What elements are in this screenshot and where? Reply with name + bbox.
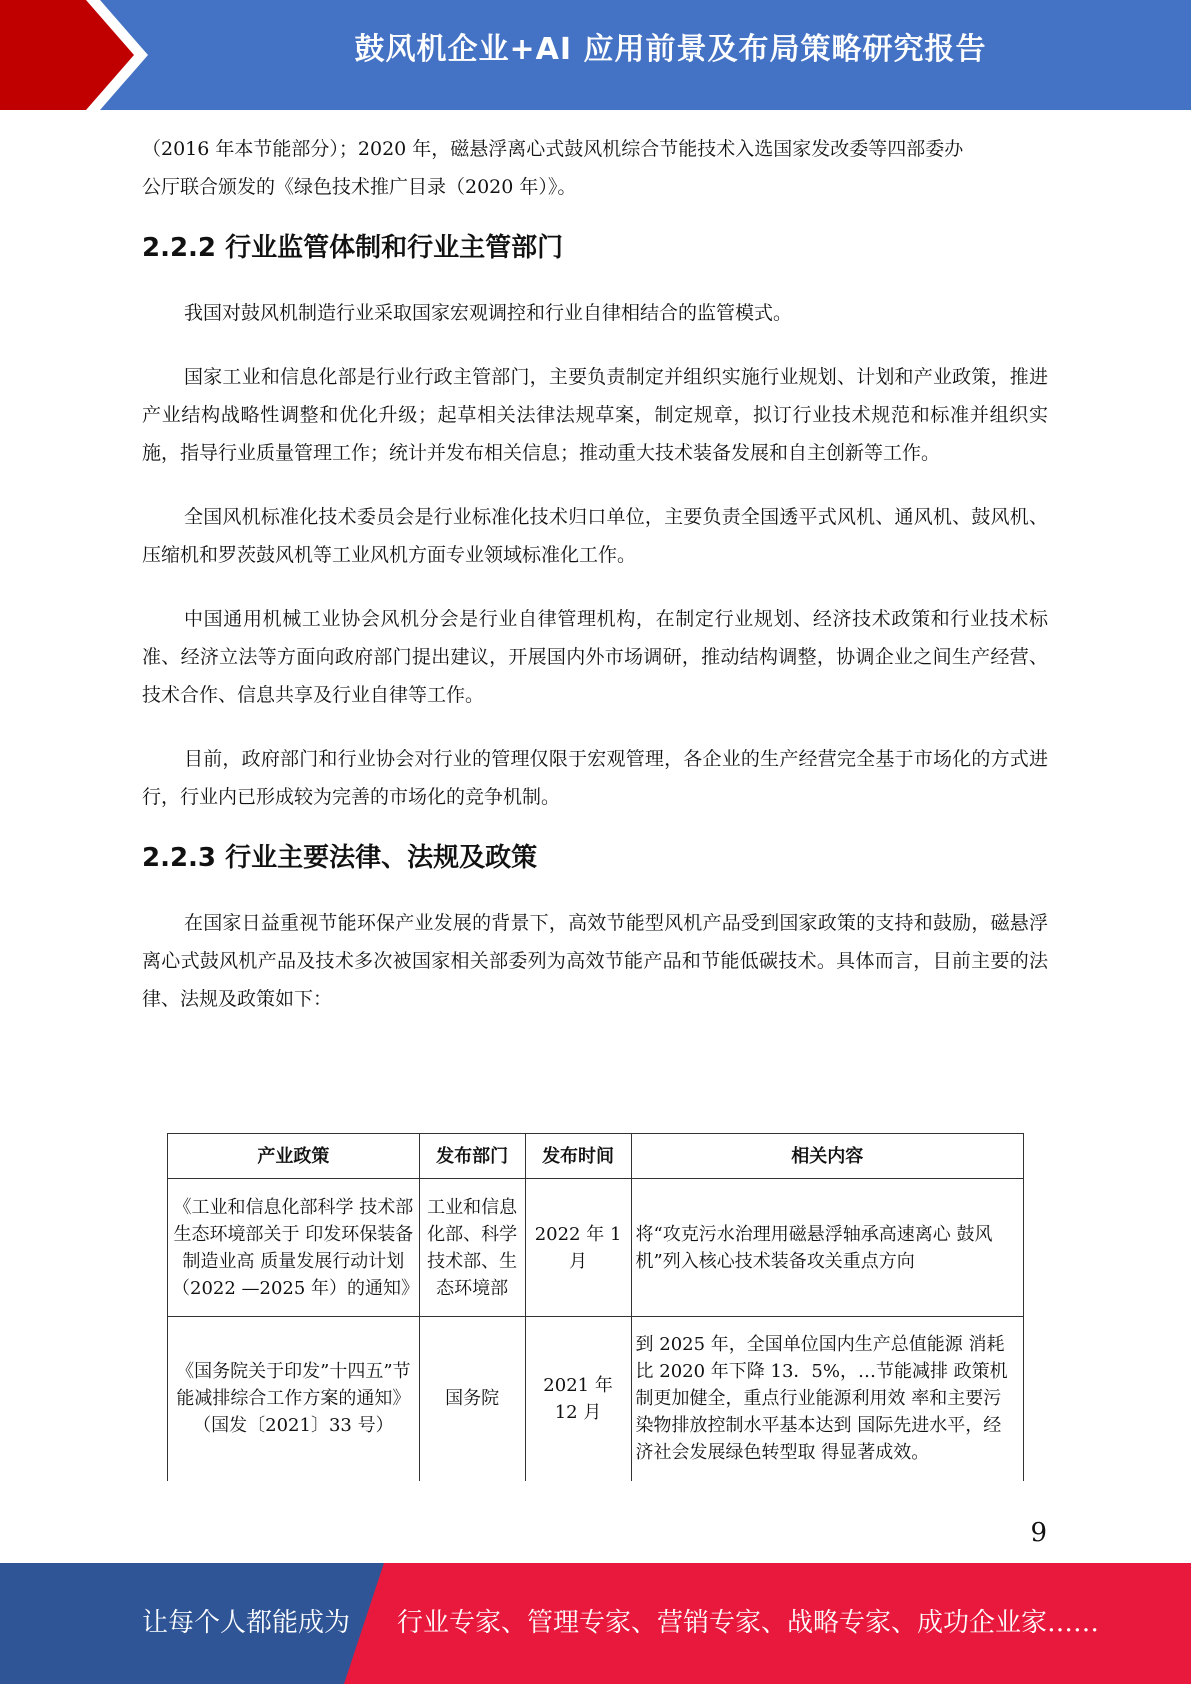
paragraph: 目前，政府部门和行业协会对行业的管理仅限于宏观管理，各企业的生产经营完全基于市场化的方式进行，行业内已形成较为完善的市场化的竞争机制。 — [142, 748, 1048, 808]
paragraph: 全国风机标准化技术委员会是行业标准化技术归口单位，主要负责全国透平式风机、通风机、鼓风机、压缩机和罗茨鼓风机等工业风机方面专业领域标准化工作。 — [142, 506, 1048, 566]
intro-line-1: （2016 年本节能部分）；2020 年，磁悬浮离心式鼓风机综合节能技术入选国家发改委等四部委办 — [142, 138, 964, 160]
table-header-row — [168, 1134, 1024, 1179]
document-body — [142, 130, 1048, 1018]
column-header: 发布时间 — [525, 1134, 631, 1179]
section-heading-2-2-3: 2.2.3 行业主要法律、法规及政策 — [142, 843, 538, 873]
policy-table — [167, 1133, 1024, 1481]
section-heading-2-2-2: 2.2.2 行业监管体制和行业主管部门 — [142, 233, 564, 263]
table-row — [168, 1179, 1024, 1317]
column-header: 相关内容 — [631, 1134, 1023, 1179]
paragraph: 在国家日益重视节能环保产业发展的背景下，高效节能型风机产品受到国家政策的支持和鼓励，磁悬浮离心式鼓风机产品及技术多次被国家相关部委列为高效节能产品和节能低碳技术。具体而言，目前主要的法律、法规及政策如下： — [142, 912, 1048, 1010]
page-header — [0, 0, 1191, 110]
dept-cell: 国务院 — [419, 1317, 525, 1481]
page-footer — [0, 1563, 1191, 1684]
footer-slogan-right: 行业专家、管理专家、营销专家、战略专家、成功企业家…… — [397, 1608, 1100, 1638]
intro-line-2: 公厅联合颁发的《绿色技术推广目录（2020 年）》。 — [142, 176, 577, 198]
paragraph: 中国通用机械工业协会风机分会是行业自律管理机构，在制定行业规划、经济技术政策和行业技术标准、经济立法等方面向政府部门提出建议，开展国内外市场调研，推动结构调整，协调企业之间生产经营、技术合作、信息共享及行业自律等工作。 — [142, 608, 1048, 706]
paragraph: 我国对鼓风机制造行业采取国家宏观调控和行业自律相结合的监管模式。 — [184, 302, 793, 324]
header-title: 鼓风机企业+AI 应用前景及布局策略研究报告 — [354, 32, 987, 67]
content-cell: 到 2025 年，全国单位国内生产总值能源 消耗比 2020 年下降 13．5%，…节能减排 政策机制更加健全，重点行业能源利用效 率和主要污染物排放控制水平基本达到 国际先进水平，经济社会发展绿色转型取 得显著成效。 — [631, 1317, 1023, 1481]
date-cell: 2022 年 1 月 — [525, 1179, 631, 1317]
footer-slogan-left: 让每个人都能成为 — [142, 1608, 351, 1638]
policy-cell: 《国务院关于印发”十四五”节能减排综合工作方案的通知》（国发〔2021〕33 号） — [168, 1317, 420, 1481]
table-row — [168, 1317, 1024, 1481]
column-header: 产业政策 — [168, 1134, 420, 1179]
paragraph: 国家工业和信息化部是行业行政主管部门，主要负责制定并组织实施行业规划、计划和产业政策，推进产业结构战略性调整和优化升级；起草相关法律法规草案，制定规章，拟订行业技术规范和标准并组织实施，指导行业质量管理工作；统计并发布相关信息；推动重大技术装备发展和自主创新等工作。 — [142, 366, 1048, 464]
date-cell: 2021 年 12 月 — [525, 1317, 631, 1481]
content-cell: 将“攻克污水治理用磁悬浮轴承高速离心 鼓风机”列入核心技术装备攻关重点方向 — [631, 1179, 1023, 1317]
dept-cell: 工业和信息化部、科学技术部、生态环境部 — [419, 1179, 525, 1317]
page-number: 9 — [1030, 1518, 1047, 1548]
policy-cell: 《工业和信息化部科学 技术部生态环境部关于 印发环保装备制造业高 质量发展行动计划（2022 —2025 年）的通知》 — [168, 1179, 420, 1317]
column-header: 发布部门 — [419, 1134, 525, 1179]
